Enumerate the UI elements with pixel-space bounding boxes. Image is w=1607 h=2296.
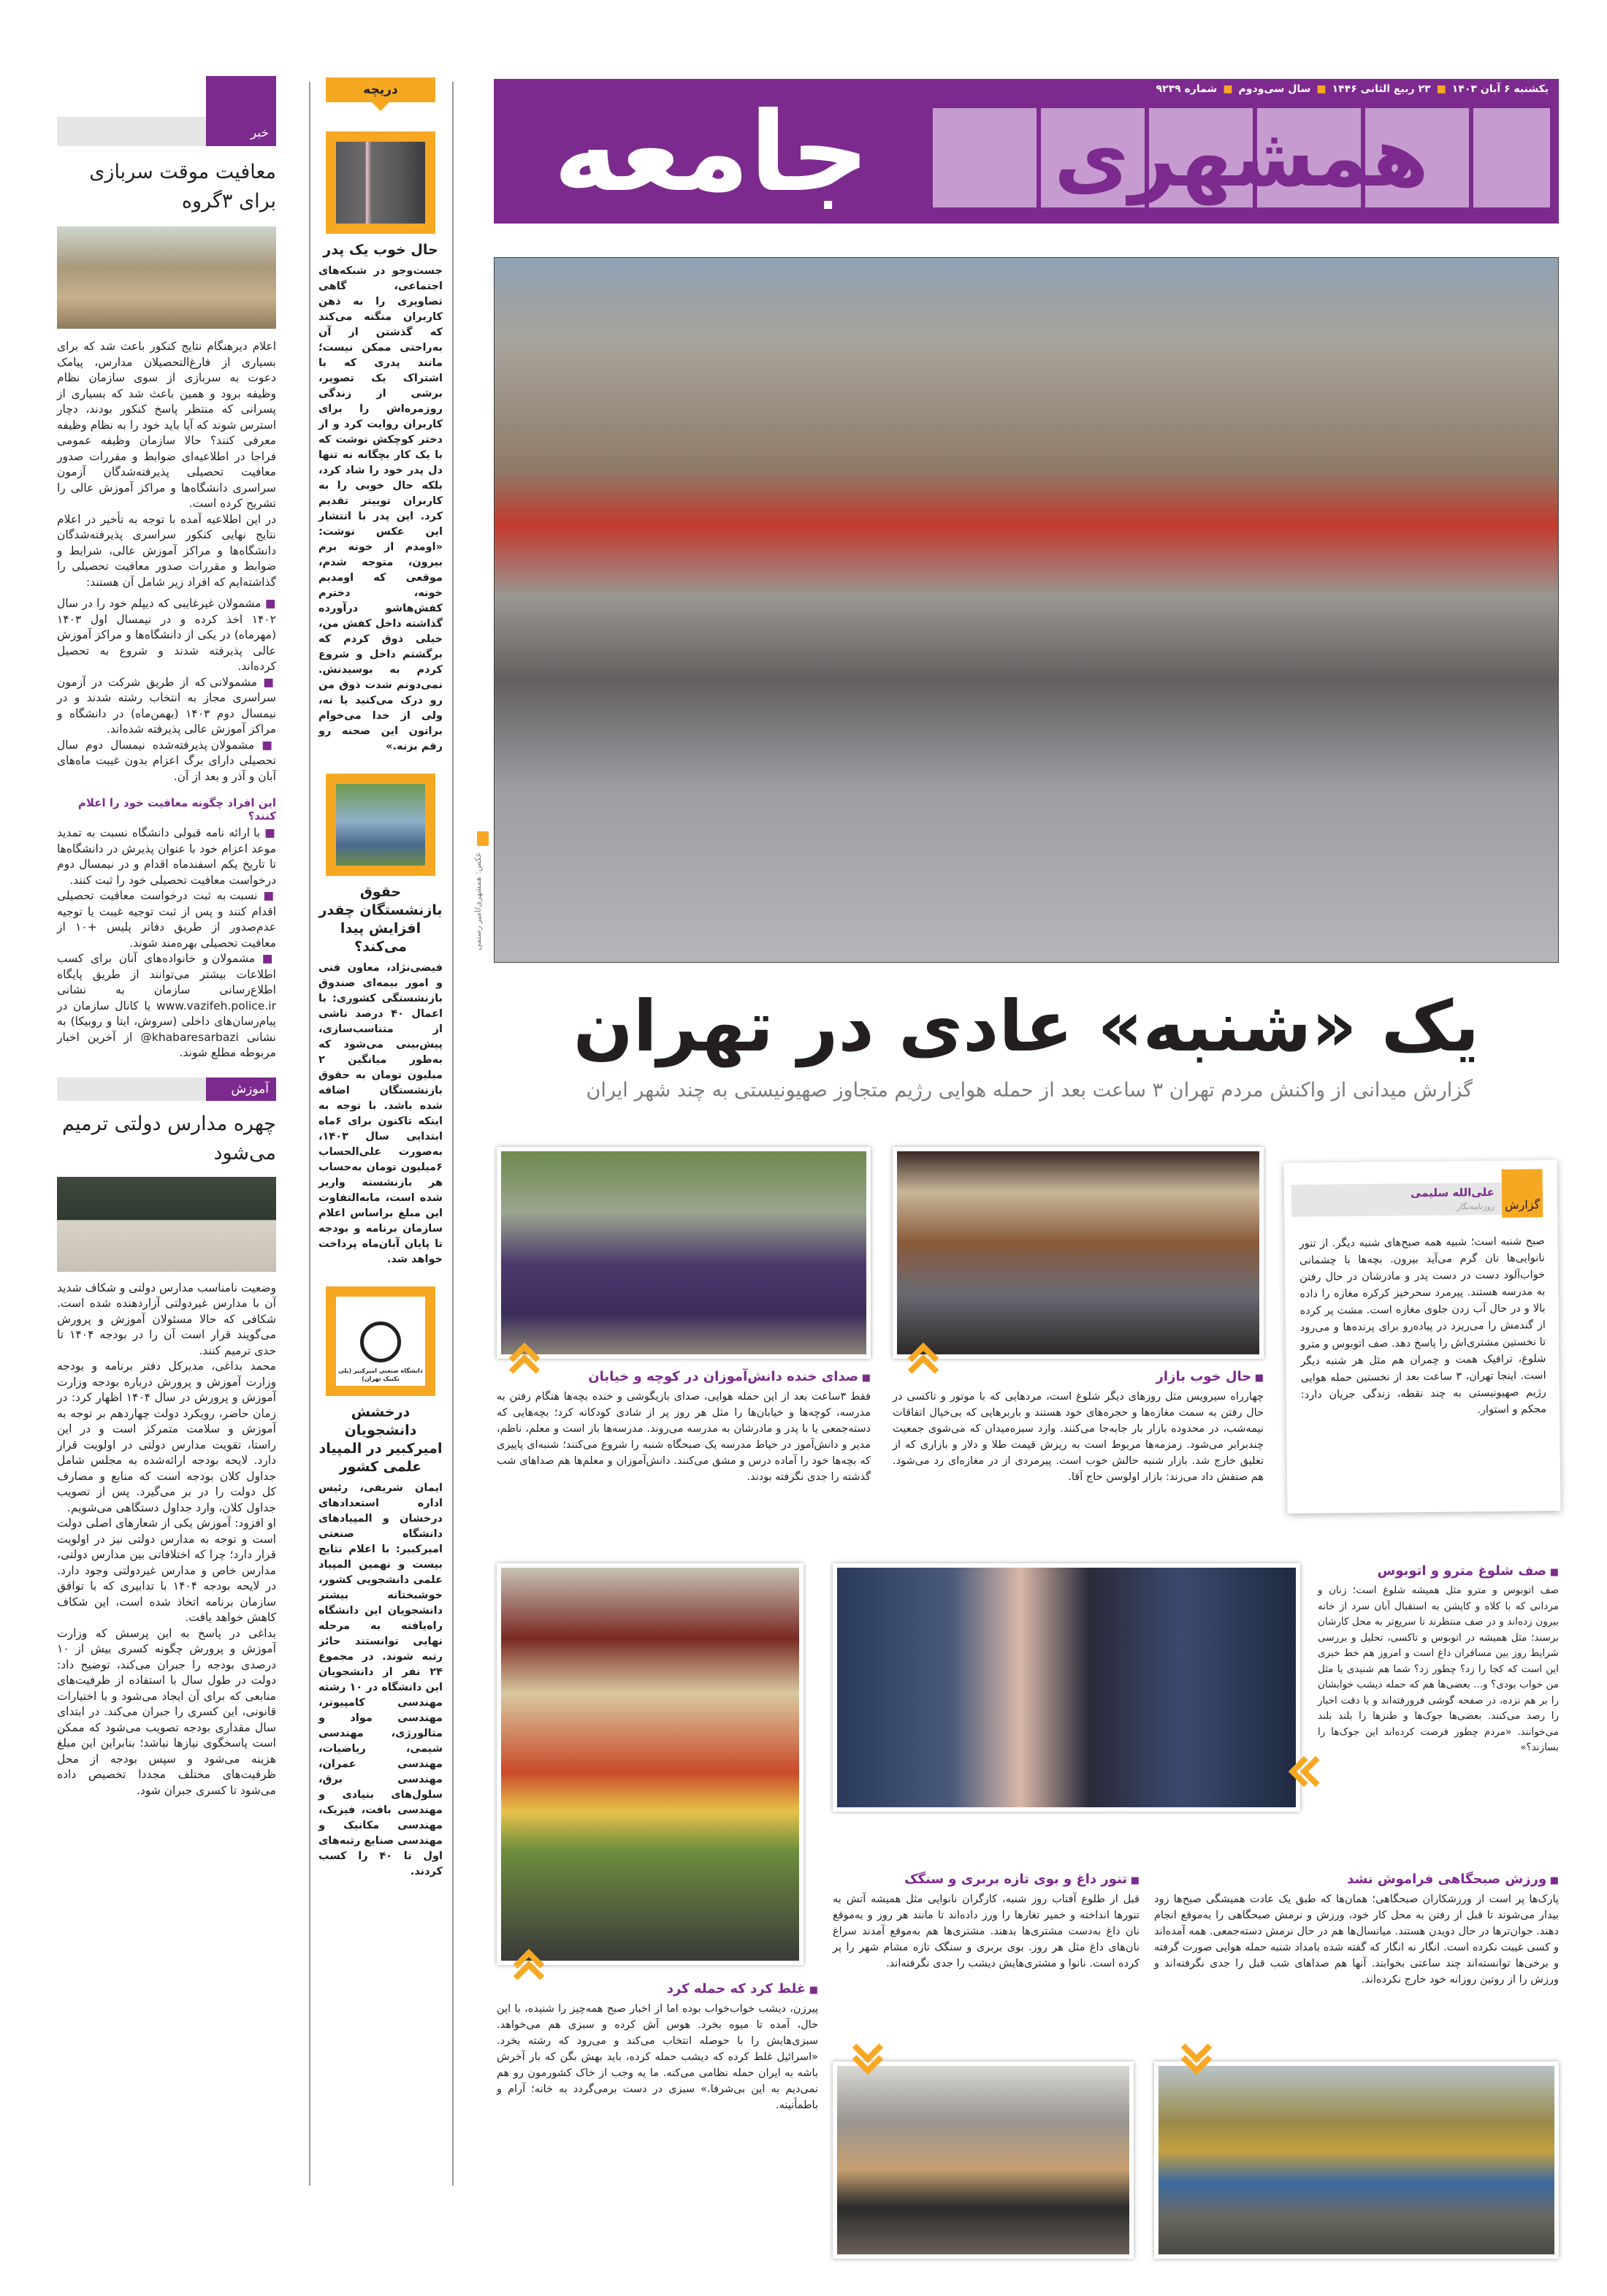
caption-body: قبل از طلوع آفتاب روز شنبه، کارگران نانوایی مثل همیشه آتش به تنورها انداخته و خمیر تغارها را ورز داده‌اند تا مانند هر روز و به‌موقع نان داغ به‌دست مشتری‌ها بدهند. مشتری‌ها هم به‌موقع آمدند سراغ نان‌های داغ مثل هر روز. بوی بربری و سنگک تازه مشام شهر را پر کرده است. نانوا و مشتری‌هایش دیشب را جدی نگرفته‌اند. <box>833 1893 1140 1969</box>
tag-pointer-icon <box>372 102 389 111</box>
amirkabir-logo <box>326 1286 435 1396</box>
education-para: محمد بداغی، مدیرکل دفتر برنامه و بودجه وزارت آموزش و پرورش درباره بودجه وزارت آموزش و پرورش در سال ۱۴۰۴ اظهار کرد: در زمان حاضر، رویکرد دولت چهاردهم بر توجه به آموزش و سلامت متمرکز است و در این راستا، تقویت مدارس دولتی در اولویت قرار دارد. لایحه بودجه ارائه‌شده به مجلس شامل جداول کلان بودجه است که منابع و مصارف کل دولت را در بر می‌گیرد. پس از تصویب جداول کلان، وارد جداول دستگاهی می‌شویم. <box>57 1359 276 1514</box>
education-section-header <box>57 1078 276 1101</box>
chevron-left-icon <box>1289 1753 1318 1787</box>
section-tag-window: دریچه <box>326 77 435 102</box>
chevron-down-icon <box>852 2045 885 2075</box>
issue-number: شماره ۹۲۳۹ <box>1156 83 1218 95</box>
window-story-body: ایمان شریفی، رئیس اداره استعدادهای درخشان و المپیادهای دانشگاه صنعتی امیرکبیر: با اعلام نتایج بیست و نهمین المپیاد علمی دانشجویی کشور، خوشبختانه بیشتر دانشجویان این دانشگاه راه‌یافته به مرحله نهایی توانستند حائز رتبه شوند. در مجموع ۲۴ نفر از دانشجویان این دانشگاه در ۱۰ رشته مهندسی کامپیوتر، مهندسی مواد و متالورژی، مهندسی شیمی، ریاضیات، مهندسی عمران، مهندسی برق، سلول‌های بنیادی و مهندسی بافت، فیزیک، مهندسی مکانیک و مهندسی صنایع رتبه‌های اول تا ۴۰ را کسب کردند. <box>318 1482 443 1877</box>
caption-students <box>497 1369 871 1485</box>
bullet-icon: ■ <box>260 826 276 839</box>
news-column <box>57 76 276 1799</box>
separator-icon: ■ <box>1436 83 1446 95</box>
logo-section <box>507 83 916 222</box>
caption-body: پیرزن، دیشب خواب‌خواب بوده اما از اخبار صبح همه‌چیز را شنیده، با این حال، آمده تا میوه بخرد. هوس آش کرده و سبزی هم می‌خواهد. سبزی‌هایش را با حوصله انتخاب می‌کند و می‌رود که رشته بخرد. «اسرائیل غلط کرده که دیشب حمله کرده، باید بهش بگن که بار آخرش باشه به ایران حمله نظامی می‌کنه. ما یه وجب از خاک کشورمون رو هم نمی‌دیم به این بی‌شرفا.» سبزی در دست برمی‌گردد به خانه؛ آرام و باطمأنینه. <box>497 2003 818 2111</box>
bullet-icon: ■ <box>255 952 276 965</box>
section-tag-news: خبر <box>206 76 276 146</box>
bakery-photo <box>833 2062 1134 2259</box>
logo-hamshahri <box>933 108 1550 207</box>
news-intro: اعلام دیرهنگام نتایج کنکور باعث شد که برای بسیاری از فارغ‌التحصیلان مدارس، پیامک دعوت به سربازی از سوی سازمان نظام وظیفه برود و همین باعث شد که بسیاری از پسرانی که منتظر پاسخ کنکور بودند، دچار استرس شوند که آیا باید خود را به نظام وظیفه معرفی کنند؟ حالا سازمان وظیفه عمومی فراجا در اطلاعیه‌ای ضوابط و مقررات صدور معافیت تحصیلی پذیرفته‌شدگان آزمون سراسری دانشگاه‌ها و مراکز آموزش عالی را تشریح کرده است. <box>57 340 276 510</box>
shoes-photo <box>326 131 435 234</box>
bullet-icon: ■ <box>254 738 276 752</box>
report-tag: گزارش <box>1502 1169 1543 1218</box>
news-bullet: ■ مشمولانی که از طریق شرکت در آزمون سراسری مجاز به انتخاب رشته شدند و در نیمسال دوم ۱۴۰۳ (بهمن‌ماه) در دانشگاه و مراکز آموزش عالی پذیرفته شده‌اند. <box>57 675 277 736</box>
logo-caption: دانشگاه صنعتی امیرکبیر (پلی تکنیک تهران) <box>338 1368 423 1382</box>
window-story-title: حال خوب یک پدر <box>323 242 438 258</box>
news-section-header <box>57 76 276 146</box>
caption-metro <box>1318 1563 1559 1756</box>
fruit-shop-photo <box>497 1563 804 1965</box>
headline: یک «شنبه» عادی در تهران <box>573 985 1480 1067</box>
report-body: صبح شنبه است؛ شبیه همه صبح‌های شنبه دیگر. از تنور نانوایی‌ها نان گرم می‌آید بیرون. بچه‌ها با چشمانی خواب‌آلود دست در دست پدر و مادرشان در حال رفتن به مدرسه هستند. پیرمرد سحرخیز کرکره مغازه را داده بالا و در حال آب زدن جلوی مغازه است. مشت پر کرده از گندمش را می‌ریزد در پیاده‌رو برای پرنده‌ها و می‌رود تا نخستین مشتری‌اش را پاسخ دهد. صف اتوبوس و مترو شلوغ، ترافیک همت و چمران هم مثل هر شنبه دیگر است. اینجا تهران، ۳ ساعت بعد از نخستین حمله هوایی رژیم صهیونیستی به چند نقطه، زندگی جریان دارد: محکم و استوار. <box>1299 1235 1547 1416</box>
news-bullet: ■ مشمولان و خانواده‌های آنان برای کسب اطلاعات بیشتر می‌توانند از طریق پایگاه اطلاع‌رسانی سازمان به نشانی www.vazifeh.police.ir یا کانال سازمان در پیام‌رسان‌های داخلی (سروش، ایتا و روبیکا) به نشانی khabaresarbazi@ از آخرین اخبار مربوطه مطلع شوند. <box>57 952 276 1059</box>
column-divider <box>452 82 454 2186</box>
news-subhead: این افراد چگونه معافیت خود را اعلام کنند؟ <box>77 796 276 823</box>
chevron-up-icon <box>906 1343 939 1372</box>
bullet-icon: ■ <box>257 889 277 902</box>
photo-credit: عکس: همشهری/امیر رستمی <box>473 852 483 950</box>
date-persian: یکشنبه ۶ آبان ۱۴۰۳ <box>1451 83 1549 95</box>
soldiers-photo <box>57 226 276 329</box>
news-bullet: ■ با ارائه نامه قبولی دانشگاه نسبت به تمدید موعد اعزام خود با عنوان پذیرش در دانشگاه‌ها تا تاریخ یکم اسفندماه اقدام و در نیمسال دوم درخواست معافیت تحصیلی خود را ثبت کنند. <box>57 826 276 887</box>
education-title: چهره مدارس دولتی ترمیم می‌شود <box>62 1112 276 1164</box>
masthead <box>494 79 1559 224</box>
column-divider <box>309 82 310 2186</box>
caption-grocer <box>497 1981 818 2113</box>
classroom-photo <box>57 1177 276 1272</box>
news-body <box>57 339 276 1061</box>
caption-body: چهارراه سیرویس مثل روزهای دیگر شلوغ است، مردهایی که با موتور و تاکسی در حال رفتن به سمت مغازه‌ها و حجره‌های خود هستند و باربرهایی که بی‌خیال اتفاقات نیمه‌شب، در محدوده بازار بار جابه‌جا می‌کنند. وارد سبزه‌میدان که می‌شوی جمعیت چندبرابر می‌شود. زمزمه‌ها مربوط است به ریزش قیمت طلا و دلار و بازاری که از تعلیق خارج شد. بازار شنبه حالش خوب است. پیرمردی از در مغازه‌ای رد می‌شود. هم صنفش داد می‌زند: بازار اولوسن حاج آقا. <box>893 1391 1264 1483</box>
date-hijri: ۲۳ ربیع الثانی ۱۴۴۶ <box>1332 83 1431 95</box>
subtitle: گزارش میدانی از واکنش مردم تهران ۳ ساعت بعد از حمله هوایی رژیم متجاوز صهیونیستی به چند شهر ایران <box>586 1079 1473 1102</box>
education-body <box>57 1281 276 1799</box>
chevron-down-icon <box>1180 2045 1214 2075</box>
caption-body: پارک‌ها پر است از ورزشکاران صبحگاهی؛ همان‌ها که طبق یک عادت همیشگی صبح‌ها زود بیدار می‌شوند تا قبل از رفتن به محل کار خود، ورزش و نرمش صبحگاهی را به‌موقع انجام دهند. جوان‌ترها در حال دویدن هستند. میانسال‌ها هم در حال نرمش دسته‌جمعی. همه آمده‌اند و کسی غیبت نکرده است. انگار نه انگار که گفته شده بامداد شنبه حمله هوایی صورت گرفته و برخی‌ها توانسته‌اند چند ساعتی بخوابند. آنها هم صداهای شب قبل را جدی نگرفته‌اند و ورزش را از روتین روزانه خود خارج نکرده‌اند. <box>1154 1893 1559 1986</box>
caption-title: ■ صف شلوغ مترو و اتوبوس <box>1318 1563 1559 1579</box>
news-bullet: ■ نسبت به ثبت درخواست معافیت تحصیلی اقدام کنند و پس از ثبت توجیه غیبت یا توجیه عدم‌صدور از طریق دفاتر پلیس +۱۰ از معافیت تحصیلی بهره‌مند شوند. <box>57 889 277 950</box>
caption-body: فقط ۳ساعت بعد از این حمله هوایی، صدای بازیگوشی و خنده بچه‌ها هنگام رفتن به مدرسه، کوچه‌ها و خیابان‌ها را مثل هر روز پر از شادی کودکانه کرد؛ بچه‌هایی که دسته‌جمعی یا با پدر و مادرشان به مدرسه می‌روند. مدرسه‌ها باز است و معلم، ناظم، مدیر و دانش‌آموز در حیاط مدرسه یک صبحگاه شنبه را شروع می‌کنند؛ شنبه‌ای پاییزی که بچه‌ها خود را آماده درس و مشق می‌کنند. دانش‌آموزان و معلم‌ها هم صداهای شب گذشته را جدی نگرفته بودند. <box>497 1391 871 1483</box>
window-column <box>318 77 443 1880</box>
window-story-body: فیضی‌نژاد، معاون فنی و امور بیمه‌ای صندوق بازنشستگی کشوری: با اعمال ۴۰ درصد ناشی از متناسب‌سازی، پیش‌بینی می‌شود که به‌طور میانگین ۲ میلیون تومان به حقوق بازنشستگان اضافه شده باشد. با توجه به اینکه تاکنون برای ۶ماه ابتدایی سال ۱۴۰۳، به‌صورت علی‌الحساب ۶میلیون تومان به‌حساب هر بازنشسته واریز شده است، مابه‌التفاوت این مبلغ براساس اعلام سازمان برنامه و بودجه تا پایان آبان‌ماه پرداخت خواهد شد. <box>318 962 443 1265</box>
bazaar-photo <box>893 1147 1264 1359</box>
section-tag-education: آموزش <box>206 1078 276 1101</box>
bullet-icon: ■ <box>257 675 277 689</box>
logo-text: همشهری <box>1054 110 1429 205</box>
chevron-up-icon <box>511 1949 545 1978</box>
report-author: علی‌الله سلیمی <box>1410 1185 1495 1200</box>
schoolgirls-photo <box>497 1147 871 1359</box>
caption-title: ■ تنور داغ و بوی تازه بربری و سنگک <box>833 1872 1140 1887</box>
news-title: معافیت موقت سربازی برای ۳گروه <box>89 161 276 213</box>
volume: سال سی‌ودوم <box>1238 83 1311 95</box>
caption-bazaar <box>893 1369 1264 1485</box>
news-para: در این اطلاعیه آمده با توجه به تأخیر در اعلام نتایج نهایی کنکور سراسری پذیرفته‌شدگان دانشگاه‌ها و مراکز آموزش عالی، شرایط و ضوابط و مقررات صدور معافیت تحصیلی را گذاشته‌ایم که افراد زیر شامل آن هستند: <box>57 512 276 589</box>
news-bullet: ■ مشمولان پذیرفته‌شده نیمسال دوم سال تحصیلی دارای برگ اعزام بدون غیبت ماه‌های آبان و آذر و بعد از آن. <box>57 738 276 783</box>
report-box <box>1283 1160 1560 1514</box>
window-story-title: حقوق بازنشستگان چقدر افزایش پیدا می‌کند؟ <box>318 884 443 955</box>
news-bullet: ■ مشمولان غیرغایبی که دیپلم خود را در سال ۱۴۰۲ اخذ کرده و در نیمسال اول ۱۴۰۳ (مهرماه) در یکی از دانشگاه‌ها و مراکز آموزش عالی پذیرفته شدند و شروع به تحصیل کرده‌اند. <box>57 597 276 673</box>
caption-title: ■ غلط کرد که حمله کرد <box>497 1981 818 1996</box>
bullet-icon: ■ <box>261 597 276 610</box>
caption-bakery <box>833 1872 1140 1972</box>
caption-title: ■ ورزش صبحگاهی فراموش نشد <box>1154 1872 1559 1887</box>
credit-marker <box>477 831 489 846</box>
window-story-body: جست‌وجو در شبکه‌های اجتماعی، گاهی تصاویری را به ذهن کاربران منگنه می‌کند که گذشتن از آن به‌راحتی ممکن نیست؛ مانند پدری که با اشتراک یک تصویر، برشی از زندگی روزمره‌اش را برای کاربران روایت کرد و از دختر کوچکش نوشت که با یک کار بچگانه نه تنها دل پدر خود را شاد کرد، بلکه حال خوبی را به کاربران توییتر تقدیم کرد. این پدر با انتشار این عکس نوشت: «اومدم از خونه برم بیرون، متوجه شدم، موقعی که اومدیم خونه، دخترم کفش‌هاشو درآورده گذاشته داخل کفش من، خیلی ذوق کردم که برگشتم داخل و شروع کردم به بوسیدنش. نمی‌دونم شدت ذوق من رو درک می‌کنید یا نه، ولی از خدا می‌خوام براتون این صحنه رو رقم بزنه.» <box>318 265 443 752</box>
window-story-title: درخشش دانشجویان امیرکبیر در المپیاد علمی کشور <box>318 1404 443 1475</box>
education-para: بداغی در پاسخ به این پرسش که وزارت آموزش و پرورش چگونه کسری بیش از ۱۰ درصدی بودجه را جبران می‌کند، توضیح داد: دولت در طول سال با استفاده از ظرفیت‌های منابعی که برای آن ایجاد می‌شود و با اختیارات قانونی، این کسری را جبران می‌کند. در ابتدای سال مقداری بودجه تصویب می‌شود که ممکن است پاسخگوی نیازها نباشد؛ بنابراین این مبلغ هزینه می‌شود و سپس بودجه از محل ظرفیت‌های مختلف مجددا تخصیص داده می‌شود تا کسری جبران شود. <box>57 1626 276 1797</box>
park-exercise-photo <box>1154 2062 1559 2259</box>
separator-icon: ■ <box>1316 83 1327 95</box>
caption-exercise <box>1154 1872 1559 1988</box>
section-name: جامعه <box>553 89 870 216</box>
caption-title: ■ حال خوب بازار <box>893 1369 1264 1384</box>
university-emblem-icon <box>360 1321 401 1362</box>
lead-photo-pigeons <box>494 257 1559 963</box>
caption-body: صف اتوبوس و مترو مثل همیشه شلوغ است؛ زنان و مردانی که با کلاه و کاپشن به استقبال آبان سرد از خانه بیرون زده‌اند و در صف منتظرند تا سریع‌تر به محل کارشان برسند؛ مثل همیشه در اتوبوس و تاکسی، تحلیل و بررسی شرایط روز بین مسافران داغ است و امروز هم خط خبری این است که کجا را زد؟ چطور زد؟ شما هم شنیدی یا مثل من خواب بودی؟ و... بعضی‌ها هم که حمله دیشب خوابشان را بر هم نزده، در صفحه گوشی فرورفته‌اند و با دقت اخبار را رصد می‌کنند. بعضی‌ها جوک‌ها و طنزها را بلند بلند می‌خوانند. «مردم چطور فرصت کرده‌اند این جوک‌ها را بسازند؟» <box>1318 1584 1559 1753</box>
report-author-role: روزنامه‌نگار <box>1457 1201 1495 1212</box>
education-para: او افزود: آموزش یکی از شعارهای اصلی دولت است و توجه به مدارس دولتی نیز در اولویت قرار دارد؛ چرا که اختلافاتی بین مدارس دولتی، مدارس خاص و مدارس غیردولتی وجود دارد. در لایحه بودجه ۱۴۰۴ با تدابیری که با توافق سازمان برنامه اتخاذ شده است، این شکاف کاهش خواهد یافت. <box>57 1517 276 1624</box>
chevron-up-icon <box>507 1343 541 1372</box>
caption-title: ■ صدای خنده دانش‌آموزان در کوچه و خیابان <box>497 1369 871 1384</box>
pensioners-photo <box>326 774 435 876</box>
separator-icon: ■ <box>1223 83 1233 95</box>
education-para: وضعیت نامناسب مدارس دولتی و شکاف شدید آن با مدارس غیردولتی آزاردهنده شده است. شکافی که حالا مسئولان آموزش و پرورش می‌گویند قرار است آن را در بودجه ۱۴۰۴ تا حدی ترمیم کنند. <box>57 1281 276 1357</box>
dateline <box>1156 83 1549 95</box>
metro-passengers-photo <box>833 1563 1300 1812</box>
